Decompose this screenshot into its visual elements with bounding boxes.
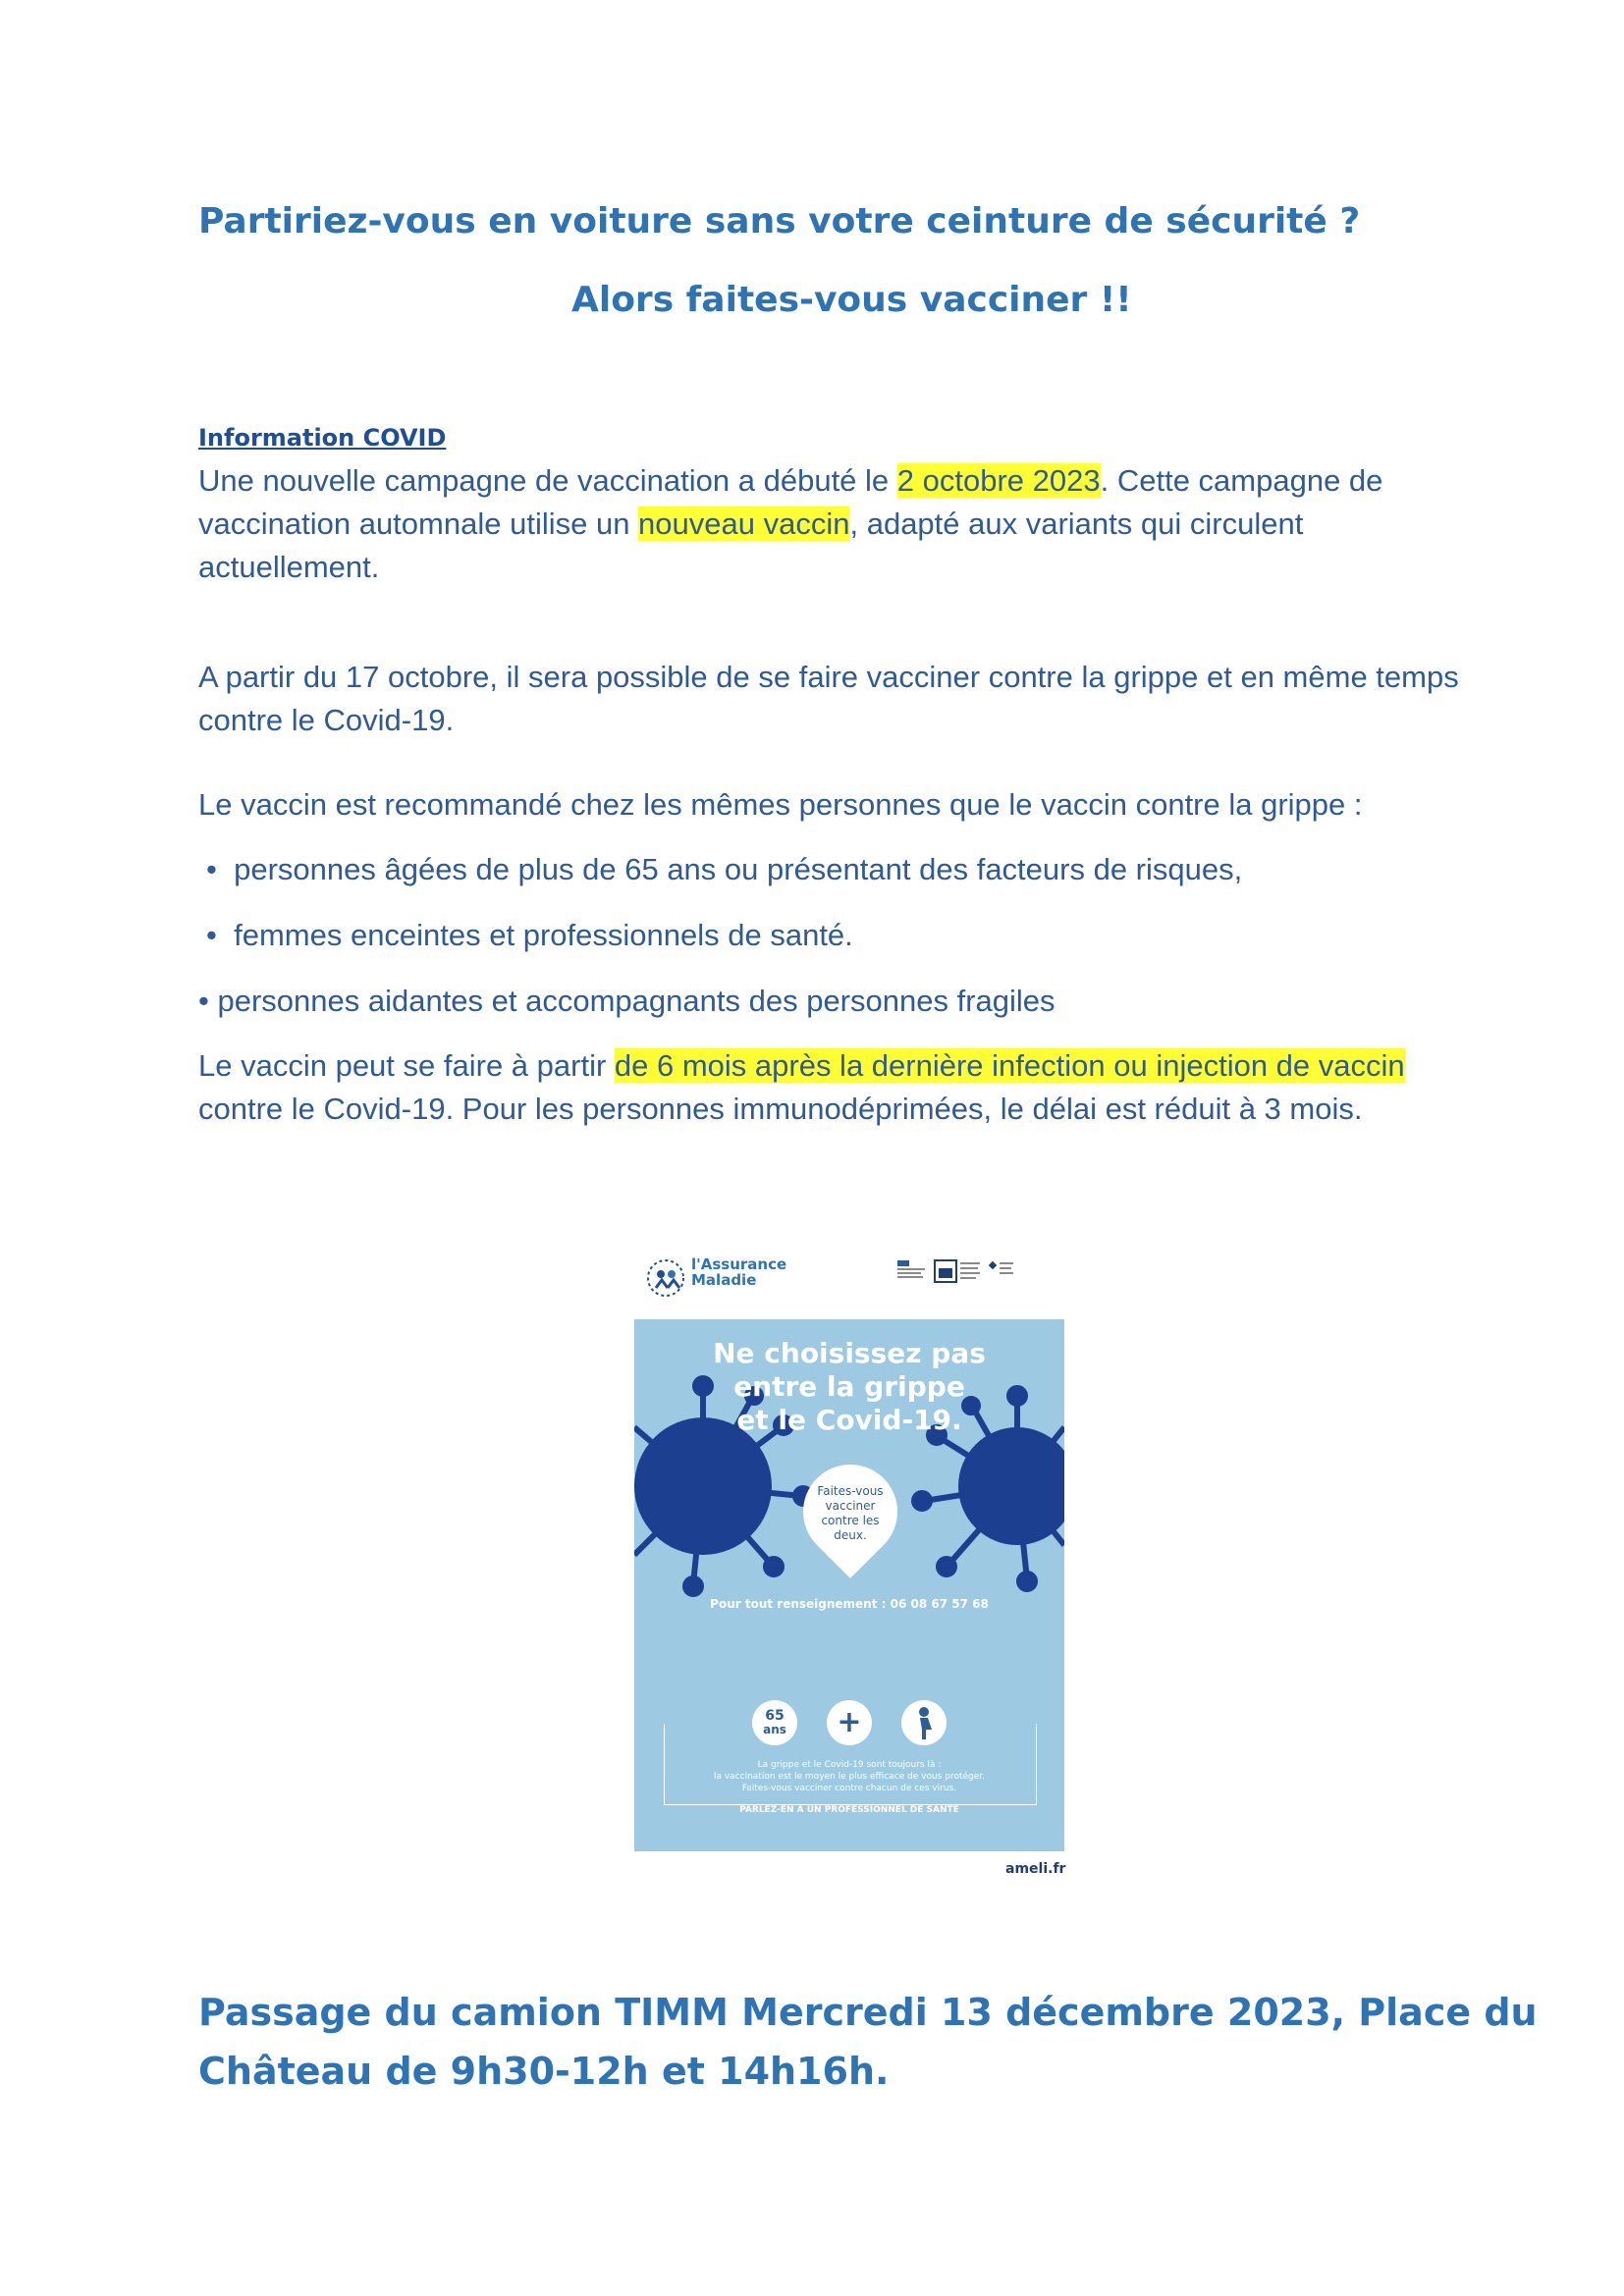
highlight-delay: de 6 mois après la dernière infection ou injection de vaccin — [614, 1048, 1405, 1083]
bullet-dot-icon: • — [206, 918, 235, 952]
highlight-new-vaccine: nouveau vaccin — [638, 507, 850, 541]
headline-seatbelt: Partiriez-vous en voiture sans votre ceinture de sécurité ? — [198, 201, 1361, 241]
poster-title-line: et le Covid-19. — [736, 1404, 962, 1436]
bullet-text: personnes aidantes et accompagnants des personnes fragiles — [217, 984, 1056, 1018]
assurance-maladie-logo-text — [691, 1256, 786, 1288]
bullet-dot-icon: • — [206, 852, 235, 886]
pin-line: contre les — [821, 1514, 880, 1527]
paragraph-4-line-2: contre le Covid-19. Pour les personnes immunodéprimées, le délai est réduit à 3 mois. — [198, 1092, 1363, 1126]
partner-logos-icon — [895, 1258, 1013, 1298]
pregnant-woman-icon — [901, 1700, 947, 1745]
poster-logo-bar — [638, 1245, 1070, 1304]
paragraph-3: Le vaccin est recommandé chez les mêmes personnes que le vaccin contre la grippe : — [198, 787, 1363, 822]
poster-note-line-1: La grippe et le Covid-19 sont toujours là : — [757, 1760, 942, 1770]
poster-title — [634, 1337, 1064, 1437]
section-title: Information COVID — [198, 424, 447, 452]
age-65-icon — [752, 1700, 797, 1745]
text: Une nouvelle campagne de vaccination a débuté le — [198, 463, 897, 498]
highlight-date: 2 octobre 2023 — [896, 463, 1101, 498]
text: , adapté aux variants qui circulent — [849, 507, 1304, 541]
vaccination-poster — [634, 1319, 1064, 1851]
pin-line: deux. — [834, 1528, 867, 1542]
poster-phone: Pour tout renseignement : 06 08 67 57 68 — [710, 1597, 989, 1611]
footer-line-1: Passage du camion TIMM Mercredi 13 décembre 2023, Place du — [198, 1991, 1538, 2034]
assurance-maladie-logo-icon — [644, 1253, 693, 1302]
paragraph-1-line-1 — [198, 459, 1382, 503]
paragraph-2-line-1: A partir du 17 octobre, il sera possible de se faire vacciner contre la grippe et en même temps — [198, 660, 1459, 694]
pin-text — [796, 1484, 904, 1543]
logo-line: l'Assurance — [691, 1255, 787, 1273]
age-number: 65 — [765, 1708, 785, 1724]
medical-cross-icon: + — [827, 1700, 872, 1745]
paragraph-1-line-3: actuellement. — [198, 550, 380, 584]
ameli-logo: ameli.fr — [1005, 1861, 1066, 1877]
bullet-text: personnes âgées de plus de 65 ans ou présentant des facteurs de risques, — [234, 852, 1243, 886]
pin-line: vacciner — [825, 1499, 876, 1513]
paragraph-1-line-2 — [198, 503, 1303, 546]
headline-vaccinate: Alors faites-vous vacciner !! — [571, 280, 1132, 320]
bullet-1 — [206, 848, 1242, 891]
bullet-3 — [198, 980, 1056, 1023]
bullet-2 — [206, 914, 853, 957]
poster-title-line: Ne choisissez pas — [713, 1337, 986, 1369]
pin-line: Faites-vous — [817, 1484, 884, 1498]
poster-note-line-3: Faites-vous vacciner contre chacun de ces virus. — [741, 1784, 957, 1793]
poster-title-line: entre la grippe — [733, 1370, 965, 1403]
poster-note-line-4: PARLEZ-EN À UN PROFESSIONNEL DE SANTÉ — [739, 1805, 959, 1815]
logo-line: Maladie — [691, 1271, 757, 1289]
paragraph-4-line-1 — [198, 1044, 1405, 1088]
bullet-text: femmes enceintes et professionnels de santé. — [234, 918, 853, 952]
paragraph-2-line-2: contre le Covid-19. — [198, 703, 455, 737]
age-unit: ans — [763, 1723, 786, 1736]
bullet-dot-icon: • — [198, 984, 218, 1018]
poster-note-line-2: la vaccination est le moyen le plus efficace de vous protéger. — [713, 1772, 986, 1782]
text: vaccination automnale utilise un — [198, 507, 639, 541]
text: . Cette campagne de — [1100, 463, 1383, 498]
footer-line-2: Château de 9h30-12h et 14h16h. — [198, 2050, 890, 2093]
text: Le vaccin peut se faire à partir — [198, 1048, 615, 1083]
